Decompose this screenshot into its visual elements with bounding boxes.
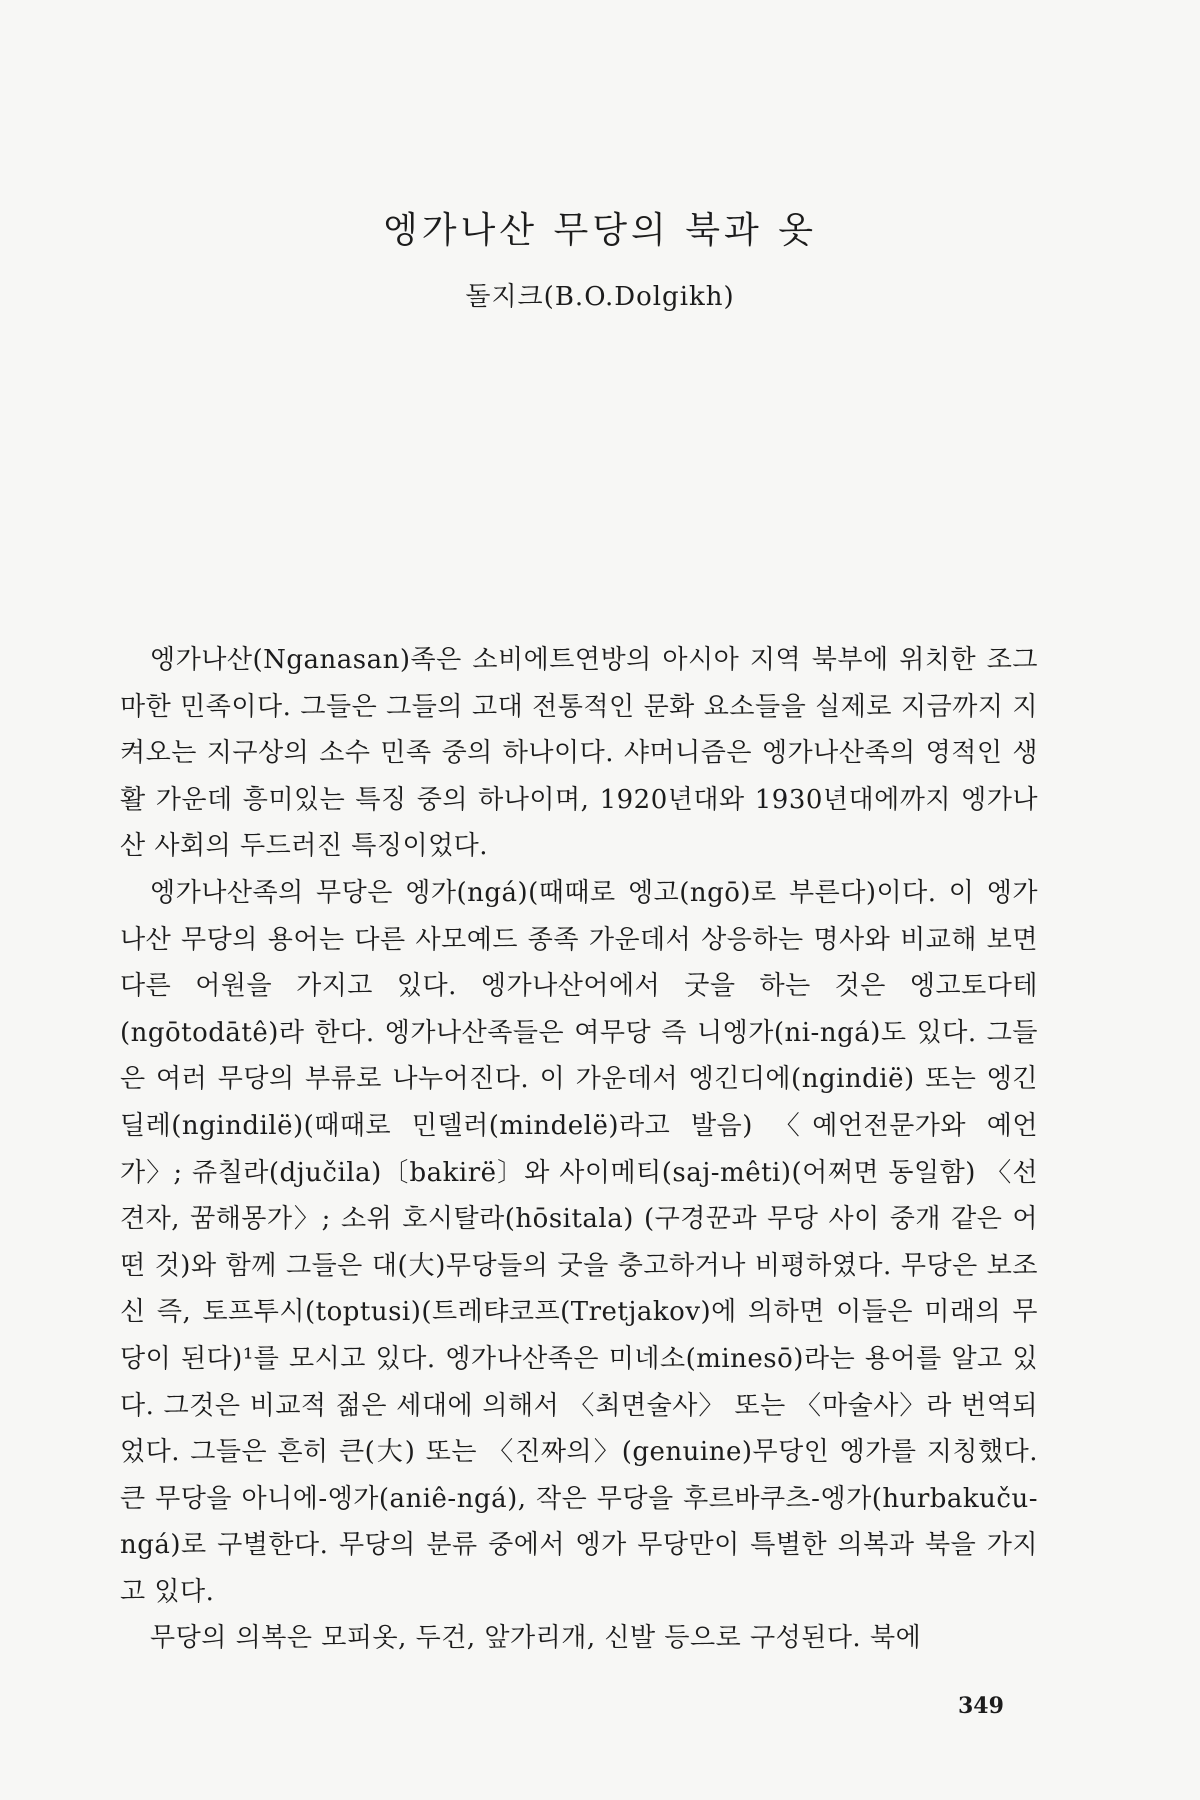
paragraph: 엥가나산족의 무당은 엥가(ngá)(때때로 엥고(ngō)로 부른다)이다. 이 엥가나산 무당의 용어는 다른 사모예드 종족 가운데서 상응하는 명사와 비교해 보면 다른 어원을 가지고 있다. 엥가나산어에서 굿을 하는 것은 엥고토다테(ngōtodātê)라 한다. 엥가나산족들은 여무당 즉 니엥가(ni-ngá)도 있다. 그들은 여러 무당의 부류로 나누어진다. 이 가운데서 엥긴디에(ngindië) 또는 엥긴딜레(ngindilë)(때때로 민델러(mindelë)라고 발음) 〈예언전문가와 예언가〉; 쥬칠라(djučila)〔bakirë〕와 사이메티(saj-mêti)(어쩌면 동일함) 〈선견자, 꿈해몽가〉; 소위 호시탈라(hōsitala) (구경꾼과 무당 사이 중개 같은 어떤 것)와 함께 그들은 대(大)무당들의 굿을 충고하거나 비평하였다. 무당은 보조신 즉, 토프투시(toptusi)(트레탸코프(Tretjakov)에 의하면 이들은 미래의 무당이 된다)¹를 모시고 있다. 엥가나산족은 미네소(minesō)라는 용어를 알고 있다. 그것은 비교적 젊은 세대에 의해서 〈최면술사〉 또는 〈마술사〉라 번역되었다. 그들은 흔히 큰(大) 또는 〈진짜의〉(genuine)무당인 엥가를 지칭했다. 큰 무당을 아니에-엥가(aniê-ngá), 작은 무당을 후르바쿠츠-엥가(hurbakuču-ngá)로 구별한다. 무당의 분류 중에서 엥가 무당만이 특별한 의복과 북을 가지고 있다. bbox=[120, 877, 1038, 1607]
author-line: 돌지크(B.O.Dolgikh) bbox=[465, 282, 735, 312]
page-number: 349 bbox=[958, 1693, 1004, 1719]
paragraph: 무당의 의복은 모피옷, 두건, 앞가리개, 신발 등으로 구성된다. 북에 bbox=[150, 1623, 922, 1654]
body-text bbox=[120, 637, 1038, 1662]
paragraph: 엥가나산(Nganasan)족은 소비에트연방의 아시아 지역 북부에 위치한 조그마한 민족이다. 그들은 그들의 고대 전통적인 문화 요소들을 실제로 지금까지 지켜오는 지구상의 소수 민족 중의 하나이다. 샤머니즘은 엥가나산족의 영적인 생활 가운데 흥미있는 특징 중의 하나이며, 1920년대와 1930년대에까지 엥가나산 사회의 두드러진 특징이었다. bbox=[120, 645, 1038, 862]
page-title: 엥가나산 무당의 북과 옷 bbox=[382, 210, 818, 252]
